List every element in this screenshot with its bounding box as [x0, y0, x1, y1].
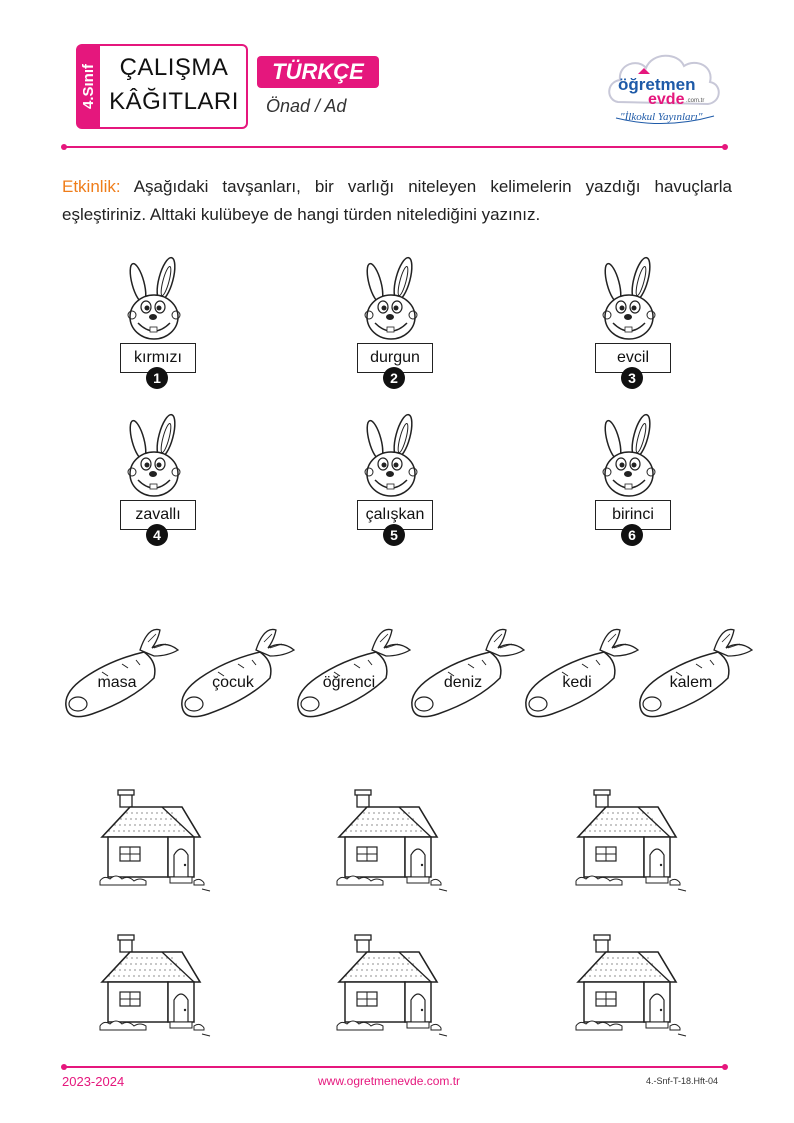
header-divider — [64, 146, 725, 148]
carrot-word: kedi — [562, 674, 592, 691]
carrot-card — [178, 622, 298, 722]
cloud-logo-icon — [604, 44, 724, 134]
rabbit-number-badge: 1 — [146, 367, 168, 389]
house-icon — [96, 785, 216, 895]
divider-dot-left — [61, 144, 67, 150]
rabbit-icon — [108, 255, 208, 355]
brand-logo — [604, 44, 724, 134]
footer-dot-left — [61, 1064, 67, 1070]
carrot-card — [294, 622, 414, 722]
instructions — [62, 173, 732, 229]
house-icon — [96, 930, 216, 1040]
carrot-word: öğrenci — [322, 674, 376, 691]
rabbit-word: zavallı — [135, 506, 181, 523]
house-card — [333, 785, 453, 895]
topic-label: Önad / Ad — [266, 96, 347, 116]
rabbit-card — [583, 255, 683, 400]
house-card — [572, 930, 692, 1040]
rabbit-card — [345, 412, 445, 557]
house-icon — [572, 930, 692, 1040]
rabbit-word: durgun — [370, 349, 420, 366]
footer-code: 4.-Snf-T-18.Hft-04 — [646, 1076, 719, 1086]
house-card — [572, 785, 692, 895]
house-icon — [333, 930, 453, 1040]
brand-name-1: öğretmen — [618, 75, 696, 94]
house-icon — [572, 785, 692, 895]
rabbit-word: birinci — [612, 506, 654, 523]
rabbit-icon — [583, 255, 683, 355]
carrot-card — [522, 622, 642, 722]
rabbit-icon — [108, 412, 208, 512]
rabbit-card — [108, 412, 208, 557]
rabbit-word: evcil — [616, 349, 649, 366]
divider-dot-right — [722, 144, 728, 150]
carrot-word: kalem — [669, 674, 713, 691]
carrot-icon — [636, 622, 756, 722]
rabbit-word: kırmızı — [134, 349, 182, 366]
carrot-word: çocuk — [212, 674, 254, 691]
carrot-word: deniz — [443, 674, 483, 691]
house-icon — [333, 785, 453, 895]
carrot-icon — [62, 622, 182, 722]
title-box — [100, 44, 248, 129]
carrot-icon — [178, 622, 298, 722]
rabbit-number-badge: 2 — [383, 367, 405, 389]
rabbit-card — [345, 255, 445, 400]
rabbit-number-badge: 5 — [383, 524, 405, 546]
house-card — [96, 930, 216, 1040]
carrot-icon — [408, 622, 528, 722]
rabbit-number-badge: 4 — [146, 524, 168, 546]
instructions-label: Etkinlik: — [62, 177, 121, 196]
title-line-1: ÇALIŞMA — [119, 54, 229, 81]
carrot-card — [636, 622, 756, 722]
rabbit-icon — [583, 412, 683, 512]
subject-text: TÜRKÇE — [272, 59, 364, 84]
rabbit-word: çalışkan — [365, 506, 425, 523]
title-line-2: KÂĞITLARI — [109, 88, 239, 115]
brand-slogan: "İlkokul Yayınları" — [620, 111, 703, 123]
rabbit-icon — [345, 412, 445, 512]
carrot-icon — [522, 622, 642, 722]
brand-name-2: evde — [648, 91, 685, 108]
footer-website[interactable]: www.ogretmenevde.com.tr — [318, 1074, 461, 1088]
rabbit-card — [108, 255, 208, 400]
rabbit-card — [583, 412, 683, 557]
rabbit-number-badge: 3 — [621, 367, 643, 389]
carrot-card — [408, 622, 528, 722]
carrot-icon — [294, 622, 414, 722]
instructions-text: Aşağıdaki tavşanları, bir varlığı niteleyen kelimelerin yazdığı havuçlarla eşleştiriniz. Alttaki kulübeye de hangi türden nitelediğini yazınız. — [62, 177, 732, 224]
rabbit-number-badge: 6 — [621, 524, 643, 546]
house-card — [333, 930, 453, 1040]
house-card — [96, 785, 216, 895]
grade-label — [76, 44, 100, 129]
carrot-card — [62, 622, 182, 722]
footer-year: 2023-2024 — [62, 1074, 125, 1089]
grade-text: 4.Sınıf — [79, 63, 97, 110]
footer-divider — [64, 1066, 725, 1068]
subject-badge — [257, 56, 379, 88]
brand-domain: .com.tr — [686, 98, 705, 104]
carrot-word: masa — [97, 674, 137, 691]
rabbit-icon — [345, 255, 445, 355]
footer-dot-right — [722, 1064, 728, 1070]
